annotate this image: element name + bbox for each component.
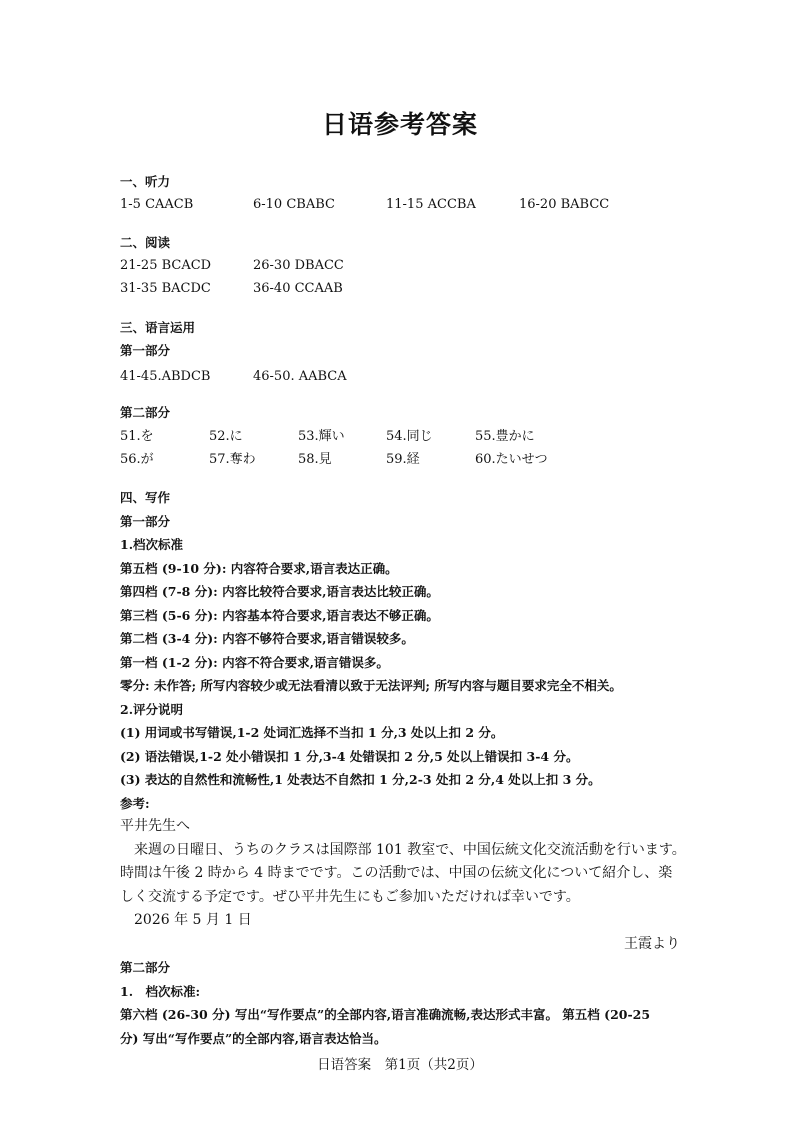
answer-group: 41-45.ABDCB [120, 369, 211, 384]
scoring-line: (2) 语法错误,1-2 处小错误扣 1 分,3-4 处错误扣 2 分,5 处以上错误扣 3-4 分。 [120, 748, 579, 764]
scoring-heading: 2.评分说明 [120, 701, 184, 717]
writing-heading: 四、写作 [120, 490, 171, 505]
language-part2-row [120, 425, 535, 448]
letter-date: 2026 年 5 月 1 日 [134, 912, 252, 928]
language-part1-heading: 第一部分 [120, 343, 171, 358]
answer-group: 16-20 BABCC [519, 197, 610, 212]
answer-item: 57.奪わ [209, 452, 256, 467]
writing-section [120, 486, 686, 1050]
page-title: 日语参考答案 [321, 110, 478, 139]
scoring-line: (1) 用词或书写错误,1-2 处词汇选择不当扣 1 分,3 处以上扣 2 分。 [120, 725, 504, 740]
answer-item: 55.豊かに [475, 429, 535, 444]
answer-group: 31-35 BACDC [120, 281, 211, 296]
language-part2-row [120, 448, 548, 471]
reading-answers-row [120, 277, 343, 300]
language-part2-heading: 第二部分 [120, 405, 171, 420]
answer-item: 51.を [120, 429, 154, 444]
reading-answers-row [120, 254, 344, 277]
reading-heading: 二、阅读 [120, 235, 171, 250]
level-line: 第二档 (3-4 分): 内容不够符合要求,语言错误较多。 [120, 631, 414, 646]
answer-group: 46-50. AABCA [253, 369, 347, 384]
answer-item: 53.輝い [298, 429, 345, 444]
listening-section [120, 170, 610, 216]
language-part2-section [120, 401, 548, 471]
listening-heading: 一、听力 [120, 174, 171, 189]
answer-group: 6-10 CBABC [253, 197, 335, 212]
answer-item: 59.経 [386, 452, 420, 467]
language-part1-row [120, 365, 347, 388]
part2-standard-heading: 1. 档次标准: [120, 983, 201, 999]
page-footer: 日语答案 第1页（共2页） [317, 1057, 483, 1073]
letter-signature: 王霞より [624, 935, 680, 952]
language-section [120, 316, 347, 388]
letter-line: 時間は午後 2 時から 4 時までです。この活動では、中国の伝統文化について紹介し、楽 [120, 865, 673, 881]
listening-answers-row [120, 193, 610, 216]
reference-heading: 参考: [120, 795, 150, 811]
answer-group: 36-40 CCAAB [253, 281, 343, 296]
answer-item: 56.が [120, 452, 154, 467]
letter-line: しく交流する予定です。ぜひ平井先生にもご参加いただければ幸いです。 [120, 888, 580, 905]
answer-item: 58.見 [298, 452, 332, 467]
level-line: 零分: 未作答; 所写内容较少或无法看清以致于无法评判; 所写内容与题目要求完全不相关。 [120, 678, 622, 693]
level-line: 第三档 (5-6 分): 内容基本符合要求,语言表达不够正确。 [120, 607, 439, 623]
answer-group: 1-5 CAACB [120, 197, 194, 212]
part2-level-line: 第六档 (26-30 分) 写出“写作要点”的全部内容,语言准确流畅,表达形式丰富。 第五档 (20-25 [120, 1007, 651, 1022]
answer-group: 26-30 DBACC [253, 258, 344, 273]
answer-group: 11-15 ACCBA [386, 197, 476, 212]
writing-part2-heading: 第二部分 [120, 960, 171, 975]
level-line: 第一档 (1-2 分): 内容不符合要求,语言错误多。 [120, 654, 389, 670]
standard-heading: 1.档次标准 [120, 537, 184, 552]
answer-group: 21-25 BCACD [120, 258, 212, 273]
letter-line: 来週の日曜日、うちのクラスは国際部 101 教室で、中国伝統文化交流活動を行います。 [134, 841, 686, 858]
level-line: 第四档 (7-8 分): 内容比较符合要求,语言表达比较正确。 [120, 584, 439, 599]
scoring-line: (3) 表达的自然性和流畅性,1 处表达不自然扣 1 分,2-3 处扣 2 分,4 处以上扣 3 分。 [120, 772, 601, 787]
language-heading: 三、语言运用 [120, 320, 196, 335]
writing-part1-heading: 第一部分 [120, 513, 171, 529]
letter-salutation: 平井先生へ [120, 818, 190, 834]
answer-item: 60.たいせつ [475, 452, 548, 467]
level-line: 第五档 (9-10 分): 内容符合要求,语言表达正确。 [120, 560, 398, 576]
answer-item: 54.同じ [386, 429, 433, 444]
answer-item: 52.に [209, 429, 243, 444]
part2-level-line: 分) 写出“写作要点”的全部内容,语言表达恰当。 [120, 1030, 387, 1046]
reading-section [120, 231, 344, 300]
